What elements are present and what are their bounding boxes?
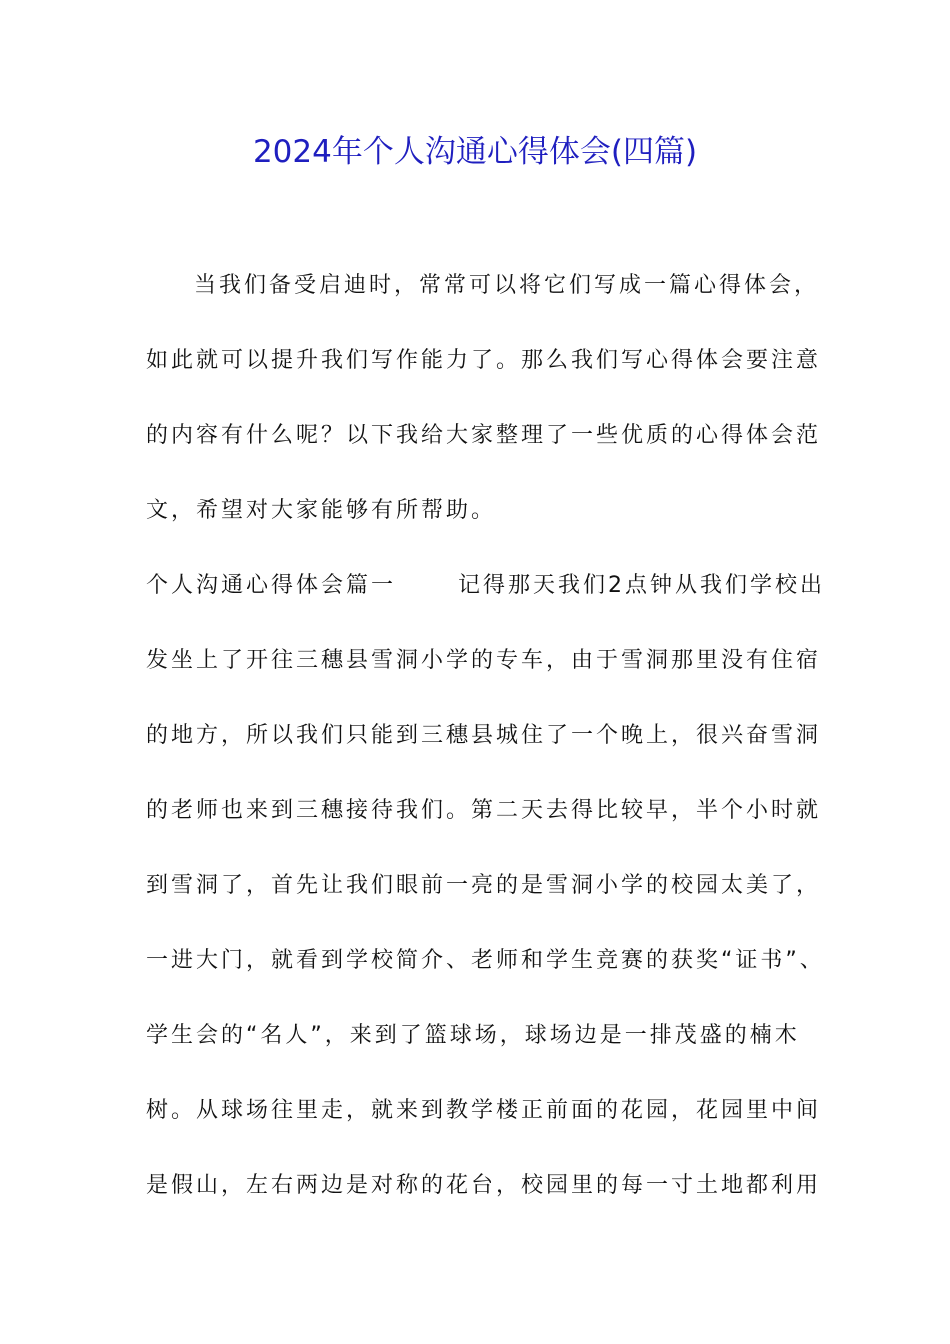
- paragraph-line: 如此就可以提升我们写作能力了。那么我们写心得体会要注意: [146, 348, 822, 373]
- paragraph-line: 文，希望对大家能够有所帮助。: [146, 498, 497, 523]
- paragraph-line: 的地方，所以我们只能到三穗县城住了一个晚上，很兴奋雪洞: [146, 723, 822, 748]
- paragraph-line: 一进大门，就看到学校简介、老师和学生竞赛的获奖“证书”、: [146, 948, 825, 973]
- section-heading-line: [146, 568, 826, 643]
- document-body: [146, 268, 826, 1243]
- paragraph-line: 树。从球场往里走，就来到教学楼正前面的花园，花园里中间: [146, 1098, 822, 1123]
- paragraph-line-text: 记得那天我们2点钟从我们学校出: [458, 573, 826, 598]
- paragraph-line: 是假山，左右两边是对称的花台，校园里的每一寸土地都利用: [146, 1173, 822, 1198]
- document-title: 2024年个人沟通心得体会(四篇): [252, 134, 698, 170]
- paragraph-line: 到雪洞了，首先让我们眼前一亮的是雪洞小学的校园太美了，: [146, 873, 822, 898]
- paragraph-line: 的内容有什么呢？以下我给大家整理了一些优质的心得体会范: [146, 423, 822, 448]
- paragraph-line: 当我们备受启迪时，常常可以将它们写成一篇心得体会，: [194, 273, 820, 298]
- paragraph-line: 的老师也来到三穗接待我们。第二天去得比较早，半个小时就: [146, 798, 822, 823]
- section-heading: 个人沟通心得体会篇一: [146, 573, 397, 598]
- paragraph-line: 学生会的“名人”，来到了篮球场，球场边是一排茂盛的楠木: [146, 1023, 800, 1048]
- paragraph-line: 发坐上了开往三穗县雪洞小学的专车，由于雪洞那里没有住宿: [146, 648, 822, 673]
